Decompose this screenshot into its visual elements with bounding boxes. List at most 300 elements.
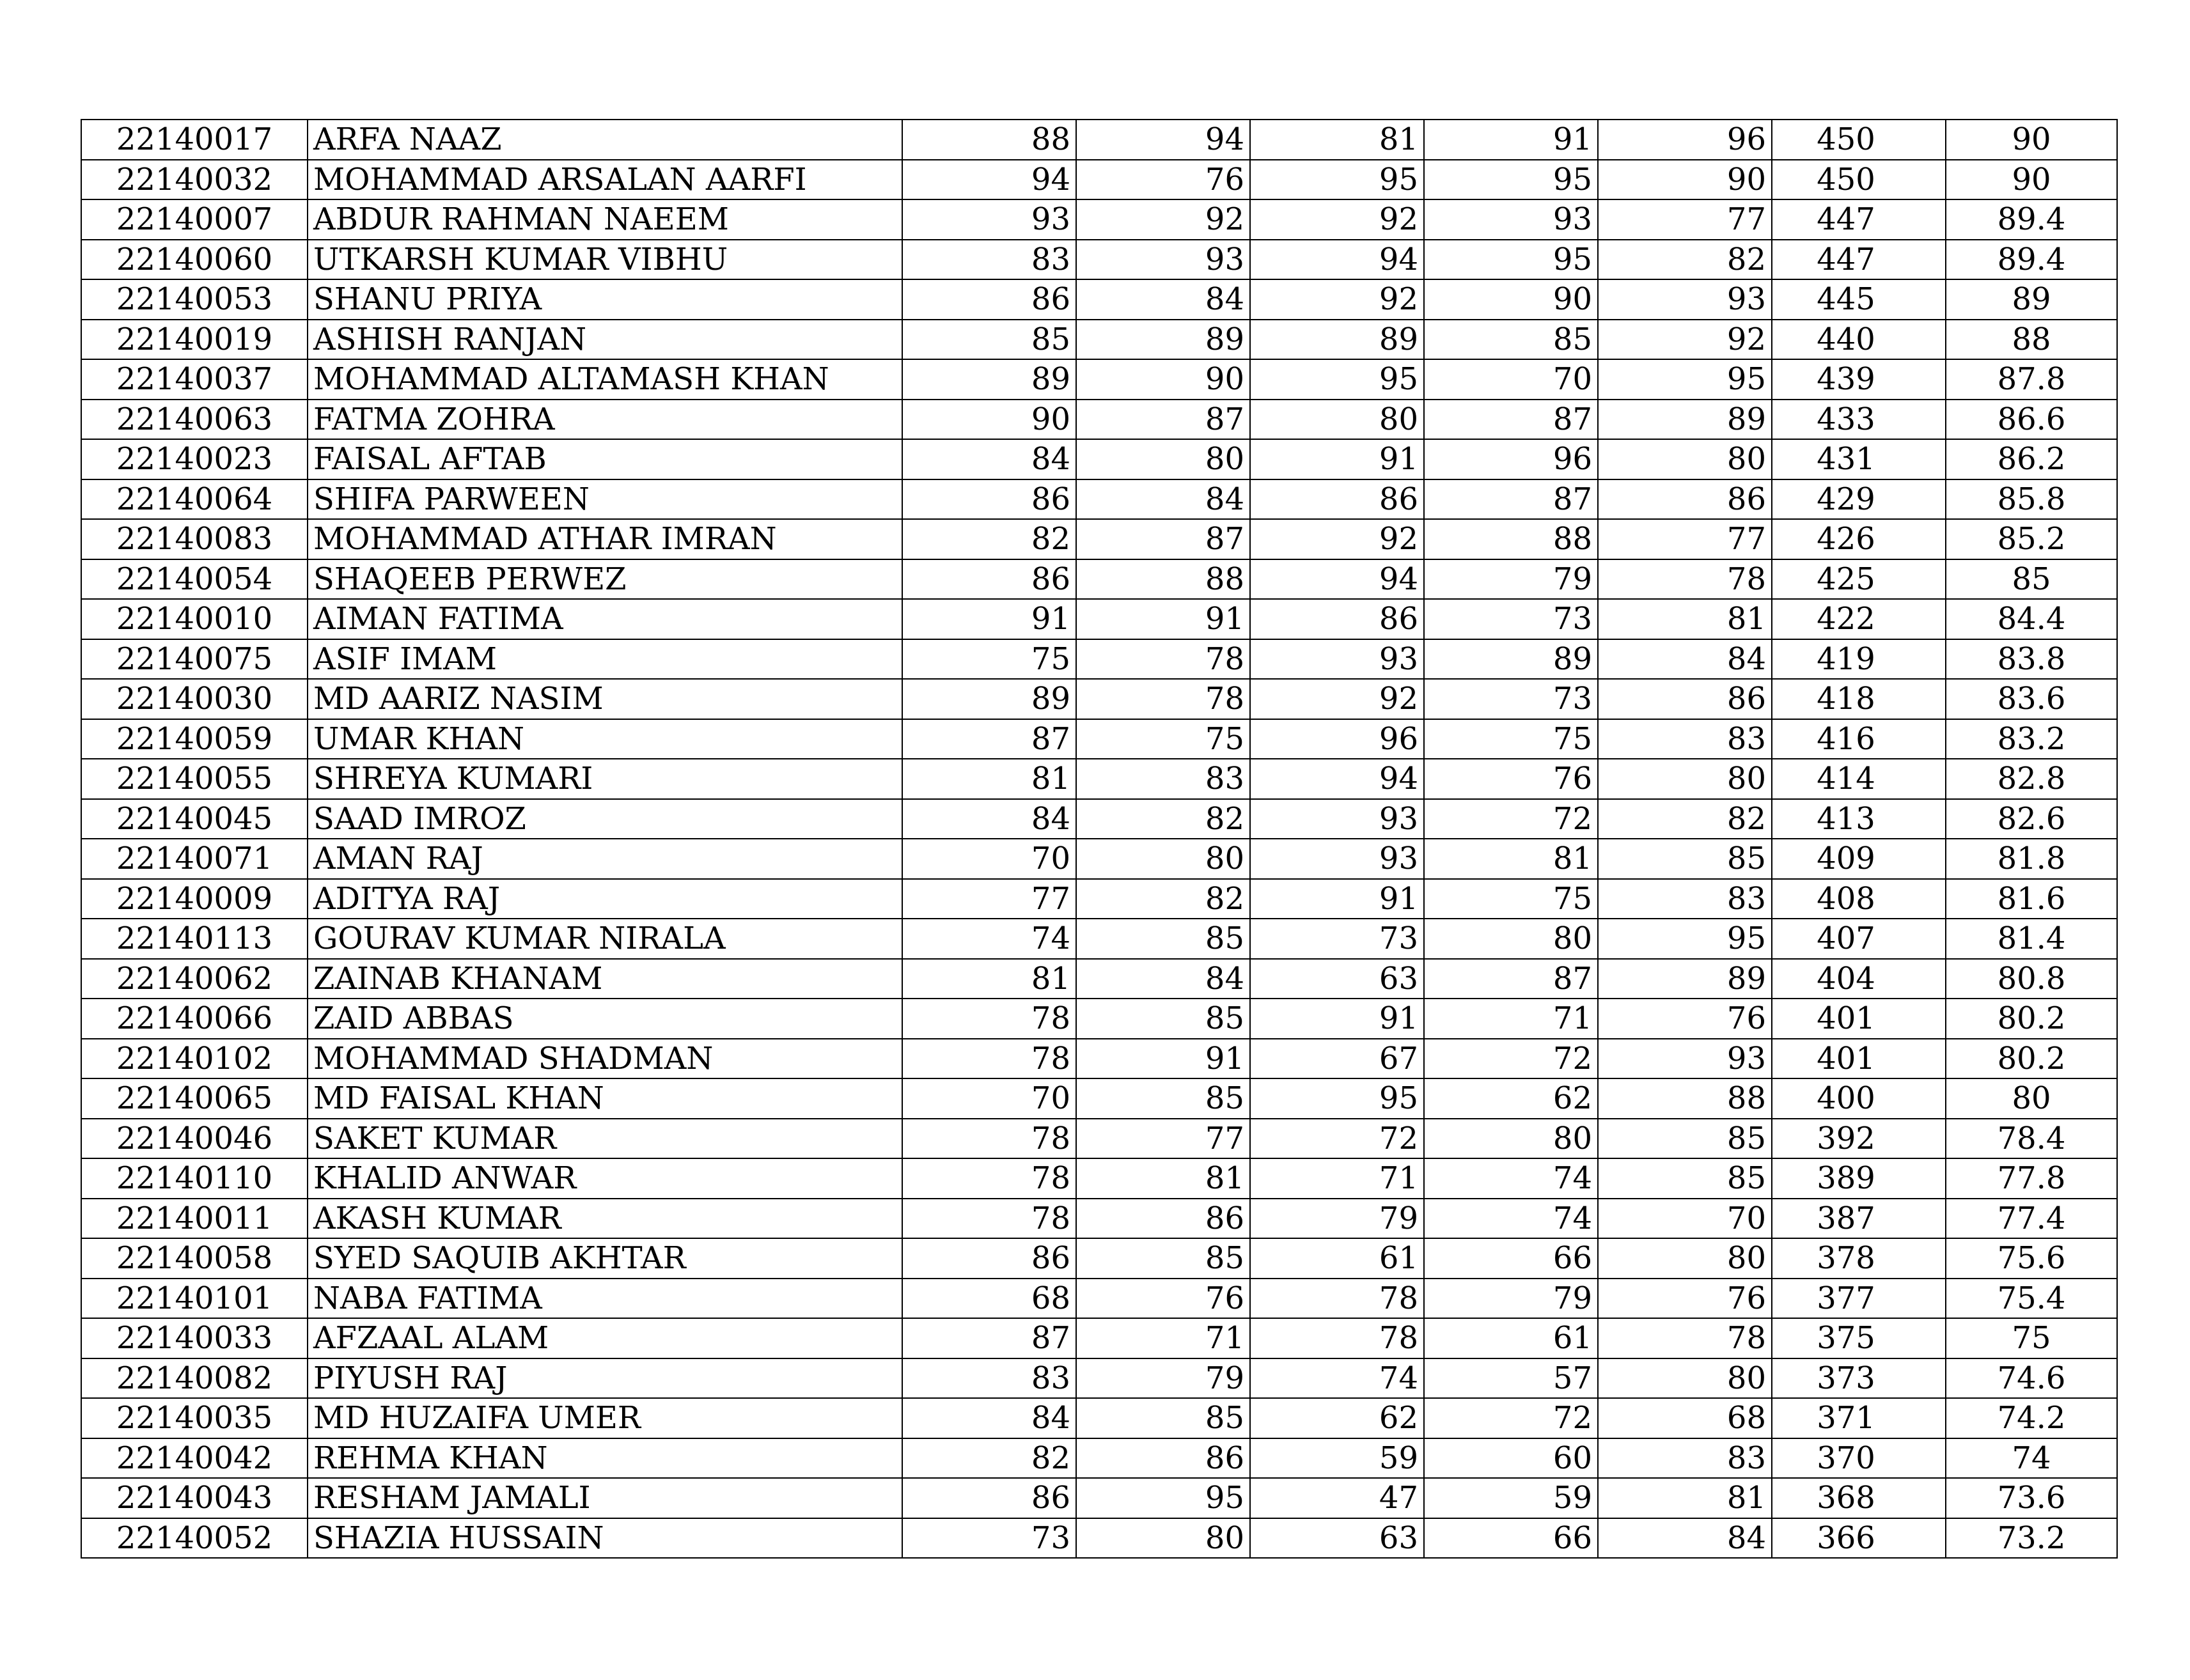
table-row <box>81 320 2117 360</box>
mark-cell: 87 <box>1076 519 1250 559</box>
mark-cell: 72 <box>1250 1119 1424 1159</box>
percentage-cell: 83.2 <box>1946 719 2117 759</box>
mark-cell: 83 <box>1076 759 1250 799</box>
percentage-cell: 89 <box>1946 279 2117 320</box>
student-name-cell: GOURAV KUMAR NIRALA <box>308 919 902 959</box>
percentage-cell: 73.2 <box>1946 1518 2117 1559</box>
mark-cell: 87 <box>902 719 1076 759</box>
roll-number-cell: 22140071 <box>81 839 308 879</box>
total-cell: 447 <box>1772 240 1946 280</box>
mark-cell: 77 <box>1598 199 1772 240</box>
mark-cell: 73 <box>902 1518 1076 1559</box>
table-row <box>81 999 2117 1039</box>
mark-cell: 84 <box>1076 279 1250 320</box>
table-row <box>81 1158 2117 1199</box>
student-name-cell: AFZAAL ALAM <box>308 1318 902 1358</box>
mark-cell: 68 <box>902 1279 1076 1319</box>
roll-number-cell: 22140037 <box>81 359 308 400</box>
student-name-cell: MOHAMMAD SHADMAN <box>308 1039 902 1079</box>
mark-cell: 70 <box>902 839 1076 879</box>
mark-cell: 86 <box>1076 1199 1250 1239</box>
student-name-cell: REHMA KHAN <box>308 1438 902 1479</box>
percentage-cell: 73.6 <box>1946 1478 2117 1518</box>
mark-cell: 84 <box>1598 1518 1772 1559</box>
table-row <box>81 639 2117 680</box>
mark-cell: 89 <box>1598 959 1772 999</box>
roll-number-cell: 22140054 <box>81 559 308 600</box>
student-name-cell: ZAINAB KHANAM <box>308 959 902 999</box>
percentage-cell: 77.8 <box>1946 1158 2117 1199</box>
total-cell: 404 <box>1772 959 1946 999</box>
roll-number-cell: 22140063 <box>81 400 308 440</box>
mark-cell: 90 <box>1598 160 1772 200</box>
student-name-cell: SHANU PRIYA <box>308 279 902 320</box>
mark-cell: 80 <box>1076 839 1250 879</box>
student-name-cell: UMAR KHAN <box>308 719 902 759</box>
mark-cell: 89 <box>1250 320 1424 360</box>
roll-number-cell: 22140060 <box>81 240 308 280</box>
mark-cell: 81 <box>902 759 1076 799</box>
student-name-cell: AMAN RAJ <box>308 839 902 879</box>
total-cell: 440 <box>1772 320 1946 360</box>
roll-number-cell: 22140065 <box>81 1078 308 1119</box>
mark-cell: 75 <box>1076 719 1250 759</box>
table-row <box>81 479 2117 520</box>
mark-cell: 82 <box>1598 240 1772 280</box>
mark-cell: 71 <box>1076 1318 1250 1358</box>
mark-cell: 95 <box>1250 359 1424 400</box>
mark-cell: 85 <box>1076 919 1250 959</box>
mark-cell: 85 <box>902 320 1076 360</box>
mark-cell: 80 <box>1424 1119 1598 1159</box>
mark-cell: 86 <box>902 1478 1076 1518</box>
total-cell: 368 <box>1772 1478 1946 1518</box>
roll-number-cell: 22140064 <box>81 479 308 520</box>
mark-cell: 85 <box>1598 1119 1772 1159</box>
mark-cell: 83 <box>1598 1438 1772 1479</box>
student-name-cell: ASHISH RANJAN <box>308 320 902 360</box>
mark-cell: 70 <box>1598 1199 1772 1239</box>
student-name-cell: AKASH KUMAR <box>308 1199 902 1239</box>
mark-cell: 89 <box>1076 320 1250 360</box>
student-name-cell: ASIF IMAM <box>308 639 902 680</box>
mark-cell: 88 <box>1424 519 1598 559</box>
mark-cell: 86 <box>902 479 1076 520</box>
mark-cell: 74 <box>1424 1158 1598 1199</box>
mark-cell: 86 <box>902 1238 1076 1279</box>
student-name-cell: ZAID ABBAS <box>308 999 902 1039</box>
mark-cell: 63 <box>1250 959 1424 999</box>
total-cell: 408 <box>1772 879 1946 919</box>
mark-cell: 94 <box>902 160 1076 200</box>
mark-cell: 85 <box>1424 320 1598 360</box>
mark-cell: 93 <box>1250 799 1424 839</box>
mark-cell: 89 <box>1424 639 1598 680</box>
student-name-cell: RESHAM JAMALI <box>308 1478 902 1518</box>
total-cell: 370 <box>1772 1438 1946 1479</box>
student-name-cell: FAISAL AFTAB <box>308 439 902 479</box>
student-name-cell: SHIFA PARWEEN <box>308 479 902 520</box>
mark-cell: 80 <box>1598 759 1772 799</box>
total-cell: 414 <box>1772 759 1946 799</box>
mark-cell: 93 <box>902 199 1076 240</box>
mark-cell: 92 <box>1250 279 1424 320</box>
table-row <box>81 959 2117 999</box>
mark-cell: 62 <box>1424 1078 1598 1119</box>
mark-cell: 81 <box>1076 1158 1250 1199</box>
mark-cell: 79 <box>1076 1358 1250 1399</box>
percentage-cell: 81.4 <box>1946 919 2117 959</box>
mark-cell: 59 <box>1250 1438 1424 1479</box>
mark-cell: 83 <box>902 240 1076 280</box>
mark-cell: 78 <box>1598 559 1772 600</box>
mark-cell: 80 <box>1076 439 1250 479</box>
roll-number-cell: 22140023 <box>81 439 308 479</box>
mark-cell: 80 <box>1598 439 1772 479</box>
mark-cell: 92 <box>1250 519 1424 559</box>
table-row <box>81 519 2117 559</box>
student-name-cell: MOHAMMAD ARSALAN AARFI <box>308 160 902 200</box>
percentage-cell: 74.2 <box>1946 1398 2117 1438</box>
mark-cell: 95 <box>1250 1078 1424 1119</box>
total-cell: 389 <box>1772 1158 1946 1199</box>
mark-cell: 73 <box>1424 599 1598 639</box>
table-row <box>81 879 2117 919</box>
student-name-cell: ARFA NAAZ <box>308 120 902 160</box>
mark-cell: 80 <box>1598 1238 1772 1279</box>
student-name-cell: SHREYA KUMARI <box>308 759 902 799</box>
mark-cell: 89 <box>902 359 1076 400</box>
student-name-cell: SAAD IMROZ <box>308 799 902 839</box>
mark-cell: 75 <box>1424 879 1598 919</box>
percentage-cell: 85.2 <box>1946 519 2117 559</box>
percentage-cell: 81.8 <box>1946 839 2117 879</box>
mark-cell: 94 <box>1250 559 1424 600</box>
mark-cell: 92 <box>1598 320 1772 360</box>
mark-cell: 62 <box>1250 1398 1424 1438</box>
total-cell: 413 <box>1772 799 1946 839</box>
mark-cell: 82 <box>1076 799 1250 839</box>
total-cell: 378 <box>1772 1238 1946 1279</box>
roll-number-cell: 22140082 <box>81 1358 308 1399</box>
total-cell: 392 <box>1772 1119 1946 1159</box>
roll-number-cell: 22140101 <box>81 1279 308 1319</box>
mark-cell: 66 <box>1424 1518 1598 1559</box>
mark-cell: 85 <box>1076 1078 1250 1119</box>
roll-number-cell: 22140019 <box>81 320 308 360</box>
table-row <box>81 1039 2117 1079</box>
total-cell: 425 <box>1772 559 1946 600</box>
mark-cell: 75 <box>902 639 1076 680</box>
table-row <box>81 120 2117 160</box>
table-row <box>81 839 2117 879</box>
roll-number-cell: 22140059 <box>81 719 308 759</box>
mark-cell: 78 <box>902 1158 1076 1199</box>
total-cell: 416 <box>1772 719 1946 759</box>
total-cell: 418 <box>1772 679 1946 719</box>
mark-cell: 73 <box>1424 679 1598 719</box>
mark-cell: 95 <box>1424 160 1598 200</box>
mark-cell: 96 <box>1598 120 1772 160</box>
mark-cell: 85 <box>1598 839 1772 879</box>
student-name-cell: SHAQEEB PERWEZ <box>308 559 902 600</box>
mark-cell: 76 <box>1424 759 1598 799</box>
roll-number-cell: 22140010 <box>81 599 308 639</box>
mark-cell: 91 <box>1424 120 1598 160</box>
roll-number-cell: 22140032 <box>81 160 308 200</box>
total-cell: 429 <box>1772 479 1946 520</box>
roll-number-cell: 22140011 <box>81 1199 308 1239</box>
percentage-cell: 75.4 <box>1946 1279 2117 1319</box>
mark-cell: 82 <box>902 519 1076 559</box>
mark-cell: 95 <box>1250 160 1424 200</box>
student-name-cell: ADITYA RAJ <box>308 879 902 919</box>
roll-number-cell: 22140035 <box>81 1398 308 1438</box>
table-row <box>81 1238 2117 1279</box>
mark-cell: 88 <box>1598 1078 1772 1119</box>
roll-number-cell: 22140075 <box>81 639 308 680</box>
table-row <box>81 1358 2117 1399</box>
mark-cell: 78 <box>902 1119 1076 1159</box>
mark-cell: 95 <box>1424 240 1598 280</box>
table-row <box>81 1438 2117 1479</box>
total-cell: 400 <box>1772 1078 1946 1119</box>
table-row <box>81 919 2117 959</box>
mark-cell: 86 <box>902 559 1076 600</box>
table-row <box>81 1199 2117 1239</box>
percentage-cell: 75.6 <box>1946 1238 2117 1279</box>
table-row <box>81 559 2117 600</box>
mark-cell: 84 <box>1076 479 1250 520</box>
mark-cell: 61 <box>1424 1318 1598 1358</box>
mark-cell: 67 <box>1250 1039 1424 1079</box>
student-name-cell: ABDUR RAHMAN NAEEM <box>308 199 902 240</box>
mark-cell: 94 <box>1250 759 1424 799</box>
mark-cell: 74 <box>1424 1199 1598 1239</box>
roll-number-cell: 22140046 <box>81 1119 308 1159</box>
mark-cell: 78 <box>1076 679 1250 719</box>
roll-number-cell: 22140113 <box>81 919 308 959</box>
mark-cell: 86 <box>1076 1438 1250 1479</box>
percentage-cell: 75 <box>1946 1318 2117 1358</box>
table-row <box>81 1318 2117 1358</box>
total-cell: 371 <box>1772 1398 1946 1438</box>
total-cell: 431 <box>1772 439 1946 479</box>
total-cell: 366 <box>1772 1518 1946 1559</box>
roll-number-cell: 22140110 <box>81 1158 308 1199</box>
mark-cell: 83 <box>1598 879 1772 919</box>
mark-cell: 85 <box>1076 1398 1250 1438</box>
percentage-cell: 78.4 <box>1946 1119 2117 1159</box>
mark-cell: 81 <box>902 959 1076 999</box>
table-row <box>81 599 2117 639</box>
table-row <box>81 1078 2117 1119</box>
percentage-cell: 90 <box>1946 160 2117 200</box>
mark-cell: 59 <box>1424 1478 1598 1518</box>
mark-cell: 83 <box>1598 719 1772 759</box>
table-row <box>81 1478 2117 1518</box>
mark-cell: 72 <box>1424 1398 1598 1438</box>
mark-cell: 85 <box>1598 1158 1772 1199</box>
percentage-cell: 84.4 <box>1946 599 2117 639</box>
student-name-cell: MOHAMMAD ATHAR IMRAN <box>308 519 902 559</box>
percentage-cell: 81.6 <box>1946 879 2117 919</box>
mark-cell: 80 <box>1076 1518 1250 1559</box>
mark-cell: 76 <box>1598 1279 1772 1319</box>
mark-cell: 84 <box>902 799 1076 839</box>
total-cell: 445 <box>1772 279 1946 320</box>
student-name-cell: KHALID ANWAR <box>308 1158 902 1199</box>
mark-cell: 86 <box>1250 599 1424 639</box>
mark-cell: 91 <box>1076 599 1250 639</box>
mark-cell: 93 <box>1250 839 1424 879</box>
mark-cell: 91 <box>1076 1039 1250 1079</box>
marks-table <box>81 119 2118 1559</box>
percentage-cell: 89.4 <box>1946 199 2117 240</box>
table-row <box>81 1279 2117 1319</box>
percentage-cell: 88 <box>1946 320 2117 360</box>
total-cell: 447 <box>1772 199 1946 240</box>
mark-cell: 77 <box>902 879 1076 919</box>
table-row <box>81 359 2117 400</box>
mark-cell: 76 <box>1598 999 1772 1039</box>
table-row <box>81 160 2117 200</box>
student-name-cell: FATMA ZOHRA <box>308 400 902 440</box>
mark-cell: 91 <box>1250 999 1424 1039</box>
mark-cell: 84 <box>902 439 1076 479</box>
student-name-cell: MD HUZAIFA UMER <box>308 1398 902 1438</box>
total-cell: 426 <box>1772 519 1946 559</box>
mark-cell: 81 <box>1424 839 1598 879</box>
table-row <box>81 1518 2117 1559</box>
mark-cell: 87 <box>902 1318 1076 1358</box>
total-cell: 387 <box>1772 1199 1946 1239</box>
mark-cell: 90 <box>1076 359 1250 400</box>
student-name-cell: MD FAISAL KHAN <box>308 1078 902 1119</box>
mark-cell: 68 <box>1598 1398 1772 1438</box>
mark-cell: 88 <box>1076 559 1250 600</box>
mark-cell: 84 <box>902 1398 1076 1438</box>
roll-number-cell: 22140062 <box>81 959 308 999</box>
mark-cell: 79 <box>1250 1199 1424 1239</box>
mark-cell: 74 <box>902 919 1076 959</box>
roll-number-cell: 22140066 <box>81 999 308 1039</box>
mark-cell: 95 <box>1598 359 1772 400</box>
total-cell: 377 <box>1772 1279 1946 1319</box>
percentage-cell: 90 <box>1946 120 2117 160</box>
table-row <box>81 199 2117 240</box>
mark-cell: 71 <box>1250 1158 1424 1199</box>
mark-cell: 78 <box>1250 1318 1424 1358</box>
mark-cell: 90 <box>902 400 1076 440</box>
mark-cell: 85 <box>1076 999 1250 1039</box>
mark-cell: 81 <box>1598 599 1772 639</box>
mark-cell: 92 <box>1076 199 1250 240</box>
student-name-cell: UTKARSH KUMAR VIBHU <box>308 240 902 280</box>
marks-table-body <box>81 120 2117 1558</box>
student-name-cell: SYED SAQUIB AKHTAR <box>308 1238 902 1279</box>
table-row <box>81 719 2117 759</box>
student-name-cell: PIYUSH RAJ <box>308 1358 902 1399</box>
table-row <box>81 279 2117 320</box>
mark-cell: 78 <box>1598 1318 1772 1358</box>
mark-cell: 87 <box>1424 400 1598 440</box>
total-cell: 373 <box>1772 1358 1946 1399</box>
mark-cell: 80 <box>1250 400 1424 440</box>
mark-cell: 94 <box>1076 120 1250 160</box>
mark-cell: 87 <box>1424 479 1598 520</box>
mark-cell: 60 <box>1424 1438 1598 1479</box>
mark-cell: 74 <box>1250 1358 1424 1399</box>
mark-cell: 47 <box>1250 1478 1424 1518</box>
roll-number-cell: 22140043 <box>81 1478 308 1518</box>
total-cell: 419 <box>1772 639 1946 680</box>
student-name-cell: MOHAMMAD ALTAMASH KHAN <box>308 359 902 400</box>
percentage-cell: 85.8 <box>1946 479 2117 520</box>
mark-cell: 96 <box>1250 719 1424 759</box>
mark-cell: 91 <box>1250 439 1424 479</box>
percentage-cell: 80 <box>1946 1078 2117 1119</box>
roll-number-cell: 22140052 <box>81 1518 308 1559</box>
mark-cell: 89 <box>1598 400 1772 440</box>
percentage-cell: 74 <box>1946 1438 2117 1479</box>
mark-cell: 61 <box>1250 1238 1424 1279</box>
roll-number-cell: 22140030 <box>81 679 308 719</box>
mark-cell: 92 <box>1250 679 1424 719</box>
mark-cell: 90 <box>1424 279 1598 320</box>
roll-number-cell: 22140058 <box>81 1238 308 1279</box>
student-name-cell: SAKET KUMAR <box>308 1119 902 1159</box>
percentage-cell: 80.8 <box>1946 959 2117 999</box>
student-name-cell: SHAZIA HUSSAIN <box>308 1518 902 1559</box>
mark-cell: 78 <box>902 999 1076 1039</box>
roll-number-cell: 22140102 <box>81 1039 308 1079</box>
mark-cell: 78 <box>902 1199 1076 1239</box>
roll-number-cell: 22140017 <box>81 120 308 160</box>
mark-cell: 86 <box>1598 679 1772 719</box>
mark-cell: 81 <box>1598 1478 1772 1518</box>
mark-cell: 93 <box>1598 1039 1772 1079</box>
mark-cell: 86 <box>1250 479 1424 520</box>
total-cell: 401 <box>1772 1039 1946 1079</box>
total-cell: 407 <box>1772 919 1946 959</box>
mark-cell: 78 <box>902 1039 1076 1079</box>
mark-cell: 80 <box>1598 1358 1772 1399</box>
table-row <box>81 799 2117 839</box>
total-cell: 450 <box>1772 160 1946 200</box>
roll-number-cell: 22140055 <box>81 759 308 799</box>
mark-cell: 82 <box>902 1438 1076 1479</box>
mark-cell: 95 <box>1076 1478 1250 1518</box>
percentage-cell: 89.4 <box>1946 240 2117 280</box>
mark-cell: 79 <box>1424 559 1598 600</box>
mark-cell: 86 <box>902 279 1076 320</box>
mark-cell: 72 <box>1424 799 1598 839</box>
percentage-cell: 82.6 <box>1946 799 2117 839</box>
roll-number-cell: 22140083 <box>81 519 308 559</box>
mark-cell: 87 <box>1076 400 1250 440</box>
roll-number-cell: 22140007 <box>81 199 308 240</box>
table-row <box>81 1119 2117 1159</box>
percentage-cell: 85 <box>1946 559 2117 600</box>
percentage-cell: 86.6 <box>1946 400 2117 440</box>
mark-cell: 57 <box>1424 1358 1598 1399</box>
table-row <box>81 759 2117 799</box>
mark-cell: 66 <box>1424 1238 1598 1279</box>
mark-cell: 79 <box>1424 1279 1598 1319</box>
roll-number-cell: 22140045 <box>81 799 308 839</box>
mark-cell: 84 <box>1076 959 1250 999</box>
